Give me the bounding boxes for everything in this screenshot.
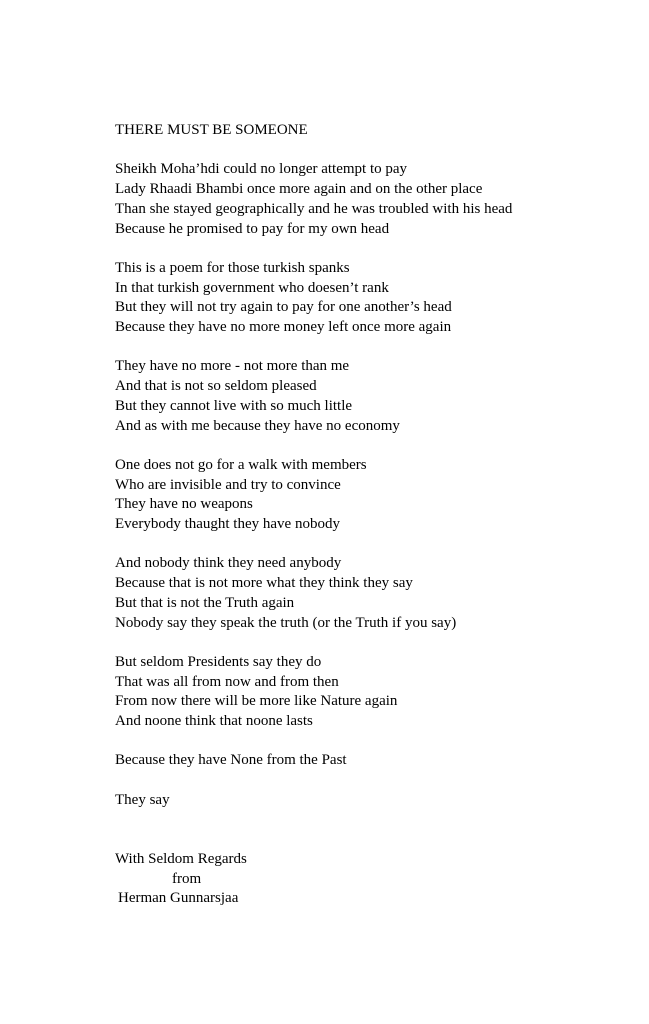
signature-block	[115, 850, 635, 909]
poem-line: One does not go for a walk with members	[115, 456, 367, 473]
poem-line: They say	[115, 791, 170, 808]
poem-line: Nobody say they speak the truth (or the Truth if you say)	[115, 614, 457, 631]
poem-line: But that is not the Truth again	[115, 594, 295, 611]
poem-line: Sheikh Moha’hdi could no longer attempt to pay	[115, 161, 408, 178]
poem-line: Because they have None from the Past	[115, 752, 347, 769]
poem-line: And noone think that noone lasts	[115, 713, 313, 729]
poem-line: But they will not try again to pay for one another’s head	[115, 299, 452, 316]
poem-line: Everybody thaught they have nobody	[115, 516, 340, 532]
poem-line: They have no weapons	[115, 496, 253, 513]
poem-line: That was all from now and from then	[115, 673, 339, 690]
stanza-2	[115, 259, 635, 338]
stanza-4	[115, 456, 635, 535]
signature-name: Herman Gunnarsjaa	[118, 890, 239, 907]
stanza-6	[115, 653, 635, 732]
poem-line: But seldom Presidents say they do	[115, 653, 322, 670]
stanza-8	[115, 791, 635, 811]
poem-line: In that turkish government who doesen’t rank	[115, 279, 389, 296]
poem-line: But they cannot live with so much little	[115, 397, 353, 414]
poem-line: And nobody think they need anybody	[115, 555, 342, 572]
signature-from: from	[172, 870, 202, 887]
poem-title: THERE MUST BE SOMEONE	[115, 122, 308, 138]
stanza-5	[115, 554, 635, 633]
poem-line: And as with me because they have no economy	[115, 417, 400, 434]
signature-closing: With Seldom Regards	[115, 850, 247, 867]
poem-body	[115, 121, 635, 909]
poem-line: And that is not so seldom pleased	[115, 378, 317, 395]
poem-line: Because he promised to pay for my own head	[115, 220, 390, 237]
poem-line: Because they have no more money left once more again	[115, 319, 452, 335]
stanza-1	[115, 160, 635, 239]
poem-line: They have no more - not more than me	[115, 358, 350, 375]
poem-line: Lady Rhaadi Bhambi once more again and on the other place	[115, 181, 483, 198]
poem-line: Than she stayed geographically and he was troubled with his head	[115, 200, 513, 217]
poem-line: This is a poem for those turkish spanks	[115, 259, 350, 276]
poem-line: Who are invisible and try to convince	[115, 476, 341, 493]
poem-line: Because that is not more what they think they say	[115, 575, 413, 592]
poem-line: From now there will be more like Nature again	[115, 693, 398, 710]
stanza-7	[115, 751, 635, 771]
stanza-3	[115, 357, 635, 436]
